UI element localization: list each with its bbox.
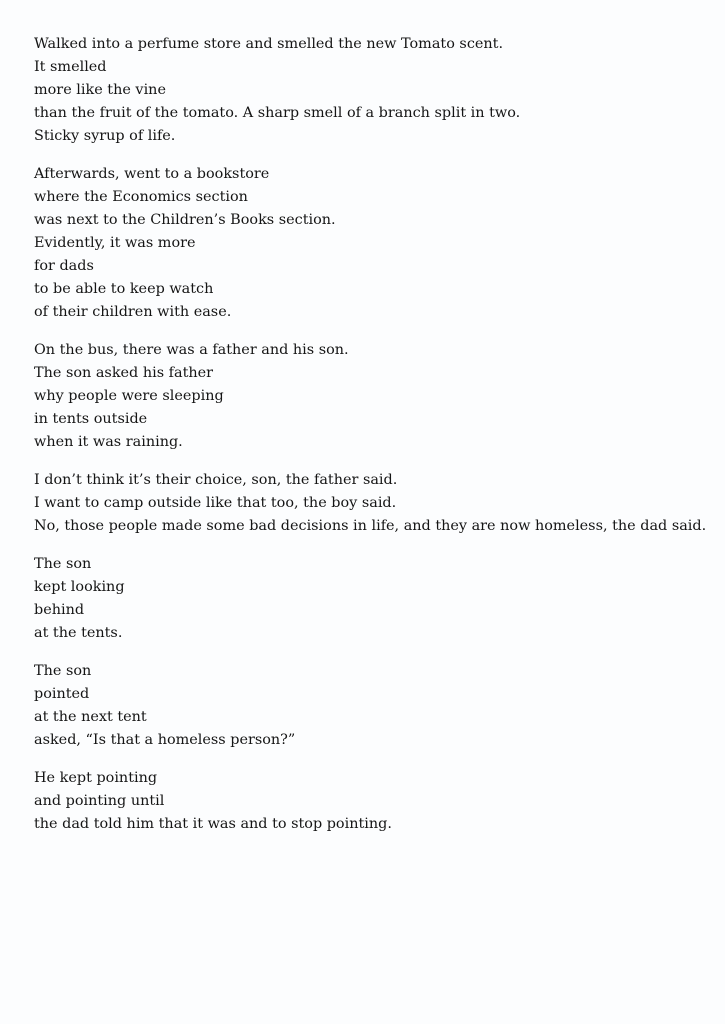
poem-line: the dad told him that it was and to stop pointing.: [34, 816, 392, 832]
stanza: [34, 33, 705, 148]
poem-line: to be able to keep watch: [34, 281, 214, 297]
poem-line: It smelled: [34, 59, 107, 75]
poem-line: Walked into a perfume store and smelled the new Tomato scent.: [34, 36, 504, 52]
poem-line: where the Economics section: [34, 189, 248, 205]
poem-line: I don’t think it’s their choice, son, the father said.: [34, 472, 398, 488]
poem-line: Afterwards, went to a bookstore: [34, 166, 270, 182]
poem-line: I want to camp outside like that too, the boy said.: [34, 495, 397, 511]
stanza: [34, 469, 705, 538]
poem-line: in tents outside: [34, 411, 148, 427]
poem-line: No, those people made some bad decisions in life, and they are now homeless, the dad said.: [34, 518, 707, 534]
poem-line: than the fruit of the tomato. A sharp smell of a branch split in two.: [34, 105, 521, 121]
poem-line: for dads: [34, 258, 94, 274]
stanza: [34, 553, 705, 645]
poem-line: of their children with ease.: [34, 304, 232, 320]
stanza: [34, 767, 705, 836]
poem-line: behind: [34, 602, 85, 618]
poem-line: and pointing until: [34, 793, 165, 809]
stanza: [34, 163, 705, 324]
poem-line: when it was raining.: [34, 434, 183, 450]
poem-line: why people were sleeping: [34, 388, 224, 404]
poem-line: The son asked his father: [34, 365, 214, 381]
poem-line: at the tents.: [34, 625, 123, 641]
poem-line: The son: [34, 556, 92, 572]
poem-line: The son: [34, 663, 92, 679]
poem-line: Evidently, it was more: [34, 235, 196, 251]
poem-line: pointed: [34, 686, 90, 702]
poem-line: was next to the Children’s Books section.: [34, 212, 336, 228]
poem-line: at the next tent: [34, 709, 147, 725]
poem-line: Sticky syrup of life.: [34, 128, 176, 144]
stanza: [34, 339, 705, 454]
poem-line: On the bus, there was a father and his son.: [34, 342, 349, 358]
poem-line: asked, “Is that a homeless person?”: [34, 732, 296, 748]
poem-line: more like the vine: [34, 82, 166, 98]
poem-line: kept looking: [34, 579, 125, 595]
stanza: [34, 660, 705, 752]
poem-line: He kept pointing: [34, 770, 158, 786]
